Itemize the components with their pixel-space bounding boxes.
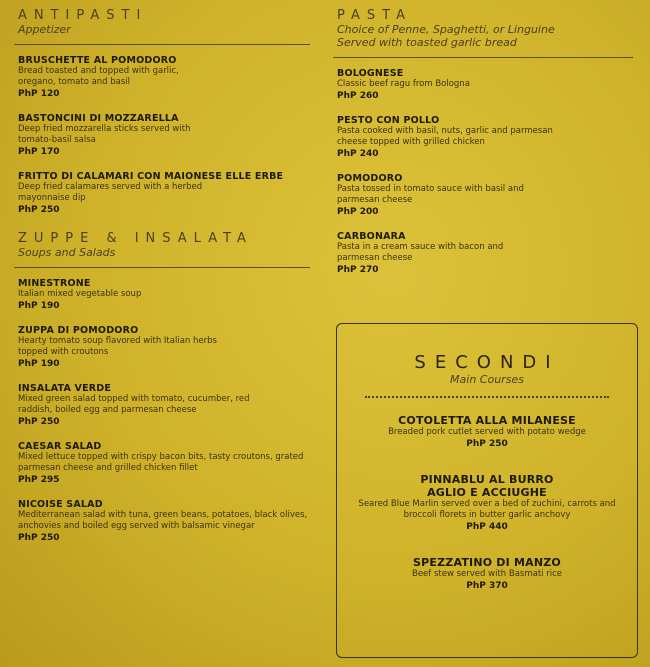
menu-item (18, 171, 310, 215)
item-price: PhP 190 (18, 301, 60, 311)
secondi-subtitle: Main Courses (450, 373, 524, 386)
item-name: BASTONCINI DI MOZZARELLA (18, 113, 179, 124)
dotted-divider (365, 396, 609, 398)
item-desc: Italian mixed vegetable soup (18, 289, 142, 299)
item-name: CAESAR SALAD (18, 441, 102, 452)
divider (14, 267, 310, 268)
menu-item (343, 414, 631, 449)
item-desc: Mixed lettuce topped with crispy bacon bits, tasty croutons, grated parmesan cheese and grilled chicken fillet (18, 452, 304, 473)
item-desc: Breaded pork cutlet served with potato wedge (388, 427, 586, 437)
item-desc: Classic beef ragu from Bologna (337, 79, 470, 89)
right-column (333, 0, 633, 289)
menu-item (337, 115, 633, 159)
item-price: PhP 250 (466, 439, 508, 449)
item-name: SPEZZATINO DI MANZO (413, 556, 561, 569)
item-price: PhP 200 (337, 207, 379, 217)
item-desc: Mixed green salad topped with tomato, cucumber, red raddish, boiled egg and parmesan cheese (18, 394, 250, 415)
item-name: BOLOGNESE (337, 68, 404, 79)
item-price: PhP 440 (466, 522, 508, 532)
item-desc: Hearty tomato soup flavored with Italian herbs topped with croutons (18, 336, 217, 357)
item-name: ZUPPA DI POMODORO (18, 325, 139, 336)
item-name: PESTO CON POLLO (337, 115, 440, 126)
menu-item (343, 473, 631, 532)
antipasti-subtitle: Appetizer (18, 23, 71, 36)
menu-item (18, 499, 310, 543)
item-desc: Deep fried mozzarella sticks served with tomato-basil salsa (18, 124, 191, 145)
pasta-subtitle-1: Choice of Penne, Spaghetti, or Linguine (337, 23, 555, 36)
divider (14, 44, 310, 45)
item-desc: Beef stew served with Basmati rice (412, 569, 562, 579)
item-name: MINESTRONE (18, 278, 91, 289)
menu-item (337, 173, 633, 217)
menu-item (337, 231, 633, 275)
item-price: PhP 120 (18, 89, 60, 99)
secondi-box (336, 323, 638, 658)
item-desc: Pasta in a cream sauce with bacon and parmesan cheese (337, 242, 504, 263)
item-name: COTOLETTA ALLA MILANESE (398, 414, 576, 427)
secondi-title: SECONDI (414, 352, 560, 373)
item-price: PhP 270 (337, 265, 379, 275)
pasta-title: PASTA (337, 8, 412, 23)
antipasti-title: ANTIPASTI (18, 8, 148, 23)
item-price: PhP 370 (466, 581, 508, 591)
item-name: INSALATA VERDE (18, 383, 112, 394)
menu-item (18, 278, 310, 311)
item-desc: Deep fried calamares served with a herbed mayonnaise dip (18, 182, 203, 203)
item-price: PhP 250 (18, 205, 60, 215)
item-price: PhP 295 (18, 475, 60, 485)
item-name: FRITTO DI CALAMARI CON MAIONESE ELLE ERBE (18, 171, 284, 182)
item-name: PINNABLU AL BURRO AGLIO E ACCIUGHE (420, 473, 554, 499)
menu-item (18, 383, 310, 427)
menu-item (18, 325, 310, 369)
pasta-subtitle-2: Served with toasted garlic bread (337, 36, 517, 49)
item-price: PhP 240 (337, 149, 379, 159)
item-desc: Seared Blue Marlin served over a bed of zuchini, carrots and broccoli florets in butter garlic anchovy (358, 499, 616, 520)
menu-item (337, 68, 633, 101)
item-price: PhP 250 (18, 417, 60, 427)
divider (333, 57, 633, 58)
item-price: PhP 250 (18, 533, 60, 543)
item-name: NICOISE SALAD (18, 499, 103, 510)
menu-item (18, 441, 310, 485)
menu-item (18, 113, 310, 157)
item-desc: Pasta tossed in tomato sauce with basil and parmesan cheese (337, 184, 524, 205)
item-desc: Pasta cooked with basil, nuts, garlic and parmesan cheese topped with grilled chicken (337, 126, 553, 147)
menu-item (18, 55, 310, 99)
left-column (14, 0, 310, 557)
item-name: CARBONARA (337, 231, 406, 242)
zuppe-title: ZUPPE & INSALATA (18, 231, 253, 246)
item-desc: Mediterranean salad with tuna, green beans, potatoes, black olives, anchovies and boiled egg served with balsamic vinegar (18, 510, 308, 531)
item-price: PhP 170 (18, 147, 60, 157)
item-price: PhP 260 (337, 91, 379, 101)
item-desc: Bread toasted and topped with garlic, oregano, tomato and basil (18, 66, 179, 87)
item-name: POMODORO (337, 173, 403, 184)
zuppe-subtitle: Soups and Salads (18, 246, 116, 259)
item-name: BRUSCHETTE AL POMODORO (18, 55, 177, 66)
menu-item (343, 556, 631, 591)
item-price: PhP 190 (18, 359, 60, 369)
